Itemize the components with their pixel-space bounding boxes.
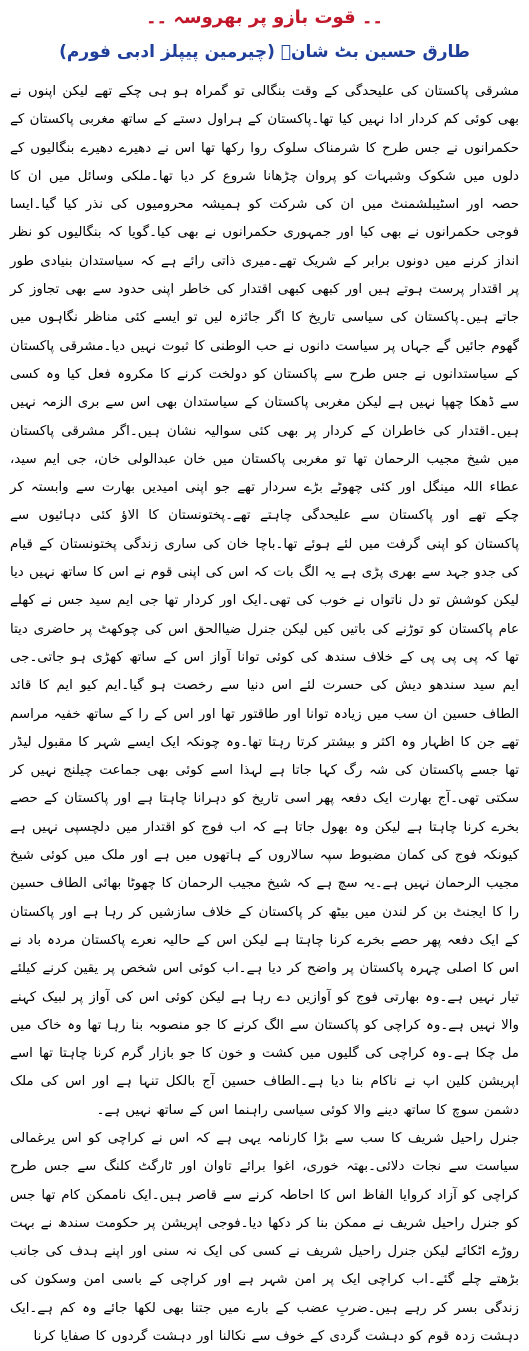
paragraph-2: جنرل راحیل شریف کا سب سے بڑا کارنامہ یہی ہے کہ اس نے کراچی کو اس یرغمالی سیاست سے نجات دلائی۔بھتہ خوری، اغوا برائے تاوان اور ٹارگٹ کلنگ سے جس طرح کراچی کو آزاد کروایا الفاظ اس کا احاطہ کرنے سے قاصر ہیں۔ایک ناممکن کام تھا جس کو جنرل راحیل شریف نے ممکن بنا کر دکھا دیا۔فوجی اپریشن پر حکومت سندھ نے بہت روڑے اٹکائے لیکن جنرل راحیل شریف نے کسی کی ایک نہ سنی اور اپنے ہدف کی جانب بڑھتے چلے گئے۔اب کراچی ایک پر امن شہر ہے اور کراچی کے باسی امن وسکون کی زندگی بسر کر رہے ہیں۔ضربِ عضب کے بارے میں جتنا بھی لکھا جائے وہ کم ہے۔ایک دہشت زدہ قوم کو دہشت گردی کے خوف سے نکالنا اور دہشت گردوں کا صفایا کرنا [10,1130,519,1345]
author-byline: طارق حسین بٹ شانؔ (چیرمین پیپلز ادبی فورم) [59,42,470,62]
article-title: ۔۔ قوت بازو پر بھروسہ ۔۔ [146,7,383,28]
article-body [10,78,519,1351]
paragraph-1: مشرقی پاکستان کی علیحدگی کے وقت بنگالی تو گمراہ ہو ہی چکے تھے لیکن اپنوں نے بھی کوئی کم کردار ادا نہیں کیا تھا۔پاکستان کے ہراول دستے کے ساتھ مغربی پاکستان کے حکمرانوں نے جس طرح کا شرمناک سلوک روا رکھا تھا اس نے دھیرے دھیرے بنگالیوں کے دلوں میں شکوک وشبہات کو پروان چڑھانا شروع کر دیا تھا۔ملکی وسائل میں ان کا حصہ اور اسٹیبلشمنٹ میں ان کی شرکت کو ہمیشہ محرومیوں کی نذر کیا گیا۔ایسا فوجی حکمرانوں نے بھی کیا اور جمہوری حکمرانوں نے بھی کیا۔گویا کہ بنگالیوں کو نظر انداز کرنے میں دونوں برابر کے شریک تھے۔میری ذاتی رائے ہے کہ سیاستدان بنیادی طور پر اقتدار پرست ہوتے ہیں اور کبھی کبھی اقتدار کی خاطر اپنی حدود سے بھی تجاوز کر جاتے ہیں۔پاکستان کی سیاسی تاریخ کا اگر جائزہ لیں تو ایسے کئی مناظر نگاہوں میں گھوم جائیں گے جہاں پر سیاست دانوں نے حب الوطنی کا ثبوت نہیں دیا۔مشرقی پاکستان کے سیاستدانوں نے جس طرح سے پاکستان کو دولخت کرنے کا مکروہ فعل کیا وہ کسی سے ڈھکا چھپا نہیں ہے لیکن مغربی پاکستان کے سیاستدان بھی اس سے بری الزمہ نہیں ہیں۔اقتدار کی خاطران کے کردار پر بھی کئی سوالیہ نشان ہیں۔اگر مشرقی پاکستان میں شیخ مجیب الرحمان تھا تو مغربی پاکستان میں خان عبدالولی خان، جی ایم سید، عطاء اللہ مینگل اور کئی چھوٹے بڑے سردار تھے جو اپنی امیدیں بھارت سے وابستہ کر چکے تھے اور پاکستان سے علیحدگی چاہتے تھے۔پختونستان کا الاؤ کئی دہائیوں سے پاکستان کو اپنی گرفت میں لئے ہوئے تھا۔باچا خان کی ساری زندگی پختونستان کے قیام کی جدو جہد سے بھری پڑی ہے یہ الگ بات کہ اس کی اپنی قوم نے اس کا ساتھ نہیں دیا لیکن کوشش تو دل ناتواں نے خوب کی تھی۔ایک اور کردار تھا جی ایم سید جس نے کھلے عام پاکستان کو توڑنے کی باتیں کیں لیکن جنرل ضیاالحق اس کی چوکھٹ پر حاضری دیتا تھا کہ پی پی پی کے خلاف سندھ کی کوئی توانا آواز اس کے ساتھ کھڑی ہو جاتی۔جی ایم سید سندھو دیش کی حسرت لئے اس دنیا سے رخصت ہو گیا۔ایم کیو ایم کا قائد الطاف حسین ان سب میں زیادہ توانا اور طاقتور تھا اور اس کے را کے ساتھ خفیہ مراسم تھے جن کا اظہار وہ اکثر و بیشتر کرتا رہتا تھا۔وہ چونکہ ایک ایسے شہر کا مقبول لیڈر تھا جسے پاکستان کی شہ رگ کہا جاتا ہے لہذا اسے کوئی بھی جماعت چیلنج نہیں کر سکتی تھی۔آج بھارت ایک دفعہ پھر اسی تاریخ کو دہرانا چاہتا ہے اور پاکستان کے حصے بخرے کرنا چاہتا ہے لیکن وہ بھول جاتا ہے کہ اب فوج کو اقتدار میں دلچسپی نہیں ہے کیونکہ فوج کی کمان مضبوط سپہ سالاروں کے ہاتھوں میں ہے اور ملک میں کوئی شیخ مجیب الرحمان نہیں ہے۔یہ سچ ہے کہ شیخ مجیب الرحمان کا چھوٹا بھائی الطاف حسین را کا ایجنٹ بن کر لندن میں بیٹھ کر پاکستان کے خلاف سازشیں کر رہا ہے اور پاکستان کے ایک دفعہ پھر حصے بخرے کرنا چاہتا ہے لیکن اس کے حالیہ نعرے پاکستان مردہ باد نے اس کا اصلی چہرہ پاکستان پر واضح کر دیا ہے۔اب کوئی اس شخص پر یقین کرنے کیلئے تیار نہیں ہے۔وہ بھارتی فوج کو آوازیں دے رہا ہے لیکن کوئی اس کی آواز پر لبیک کہنے والا نہیں ہے۔وہ کراچی کو پاکستان سے الگ کرنے کا جو منصوبہ بنا رہا تھا وہ خاک میں مل چکا ہے۔وہ کراچی کی گلیوں میں کشت و خون کا جو بازار گرم کرنا چاہتا تھا اسے اپریشن کلین اپ نے ناکام بنا دیا ہے۔الطاف حسین آج بالکل تنہا ہے اور اس کی ملک دشمن سوچ کا ساتھ دینے والا کوئی سیاسی راہنما اس کے ساتھ نہیں ہے۔ [10,84,519,1118]
